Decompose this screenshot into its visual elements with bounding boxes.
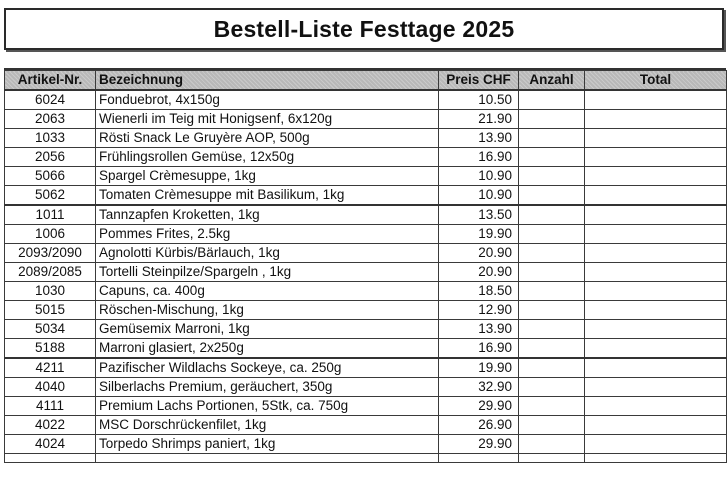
cell-description: Pazifischer Wildlachs Sockeye, ca. 250g — [96, 358, 439, 378]
cell-article-number: 5062 — [5, 186, 96, 206]
header-quantity: Anzahl — [519, 71, 585, 91]
table-row — [5, 225, 727, 244]
cell-total — [585, 148, 727, 167]
cell-total — [585, 129, 727, 148]
cell-description: MSC Dorschrückenfilet, 1kg — [96, 416, 439, 435]
table-row — [5, 148, 727, 167]
cell-quantity[interactable] — [519, 435, 585, 454]
cell-article-number: 4024 — [5, 435, 96, 454]
cell-price: 18.50 — [439, 282, 519, 301]
cell-quantity[interactable] — [519, 263, 585, 282]
cell-total — [585, 358, 727, 378]
cell-article-number: 4040 — [5, 378, 96, 397]
cell-article-number: 5015 — [5, 301, 96, 320]
cell-price: 13.90 — [439, 129, 519, 148]
cell-description: Agnolotti Kürbis/Bärlauch, 1kg — [96, 244, 439, 263]
cell-price: 26.90 — [439, 416, 519, 435]
cell-description: Fonduebrot, 4x150g — [96, 90, 439, 110]
cell-total — [585, 225, 727, 244]
cell-quantity[interactable] — [519, 378, 585, 397]
cell-price: 20.90 — [439, 244, 519, 263]
cell-price: 16.90 — [439, 339, 519, 359]
table-row — [5, 244, 727, 263]
cell-price: 10.50 — [439, 90, 519, 110]
cell-price: 12.90 — [439, 301, 519, 320]
table-row — [5, 205, 727, 225]
cell-price: 13.90 — [439, 320, 519, 339]
cell-description: Tannzapfen Kroketten, 1kg — [96, 205, 439, 225]
cell-total — [585, 282, 727, 301]
order-table — [4, 70, 727, 463]
cell-cut-off — [96, 454, 439, 463]
cell-quantity[interactable] — [519, 301, 585, 320]
table-row — [5, 378, 727, 397]
cell-price: 10.90 — [439, 167, 519, 186]
header-total: Total — [585, 71, 727, 91]
cell-total — [585, 186, 727, 206]
table-body — [5, 90, 727, 463]
order-sheet — [4, 68, 726, 463]
cell-article-number: 6024 — [5, 90, 96, 110]
cell-quantity[interactable] — [519, 110, 585, 129]
cell-description: Tortelli Steinpilze/Spargeln , 1kg — [96, 263, 439, 282]
cell-cut-off — [5, 454, 96, 463]
cell-quantity[interactable] — [519, 129, 585, 148]
cell-description: Pommes Frites, 2.5kg — [96, 225, 439, 244]
cell-total — [585, 339, 727, 359]
header-price: Preis CHF — [439, 71, 519, 91]
header-description: Bezeichnung — [96, 71, 439, 91]
table-row — [5, 435, 727, 454]
cell-article-number: 2089/2085 — [5, 263, 96, 282]
cell-quantity[interactable] — [519, 167, 585, 186]
cell-article-number: 5188 — [5, 339, 96, 359]
cell-price: 32.90 — [439, 378, 519, 397]
table-row — [5, 301, 727, 320]
table-row — [5, 358, 727, 378]
cell-total — [585, 416, 727, 435]
cell-quantity[interactable] — [519, 339, 585, 359]
cell-description: Torpedo Shrimps paniert, 1kg — [96, 435, 439, 454]
cell-price: 13.50 — [439, 205, 519, 225]
table-row — [5, 397, 727, 416]
cell-article-number: 1030 — [5, 282, 96, 301]
cell-quantity[interactable] — [519, 148, 585, 167]
cell-description: Gemüsemix Marroni, 1kg — [96, 320, 439, 339]
cell-price: 16.90 — [439, 148, 519, 167]
cell-quantity[interactable] — [519, 225, 585, 244]
cell-article-number: 4211 — [5, 358, 96, 378]
cell-description: Frühlingsrollen Gemüse, 12x50g — [96, 148, 439, 167]
cell-quantity[interactable] — [519, 416, 585, 435]
cell-price: 29.90 — [439, 435, 519, 454]
cell-cut-off — [585, 454, 727, 463]
cell-price: 29.90 — [439, 397, 519, 416]
cell-article-number: 1033 — [5, 129, 96, 148]
cell-description: Silberlachs Premium, geräuchert, 350g — [96, 378, 439, 397]
table-row — [5, 282, 727, 301]
cell-price: 19.90 — [439, 358, 519, 378]
title-box — [4, 8, 724, 50]
cell-article-number: 2056 — [5, 148, 96, 167]
cell-description: Rösti Snack Le Gruyère AOP, 500g — [96, 129, 439, 148]
cell-article-number: 4022 — [5, 416, 96, 435]
cell-total — [585, 90, 727, 110]
cell-quantity[interactable] — [519, 282, 585, 301]
cell-quantity[interactable] — [519, 320, 585, 339]
cell-quantity[interactable] — [519, 90, 585, 110]
cell-total — [585, 320, 727, 339]
table-row — [5, 167, 727, 186]
page-title: Bestell-Liste Festtage 2025 — [213, 15, 515, 42]
cell-price: 10.90 — [439, 186, 519, 206]
cell-cut-off — [519, 454, 585, 463]
cell-description: Tomaten Crèmesuppe mit Basilikum, 1kg — [96, 186, 439, 206]
cell-article-number: 4111 — [5, 397, 96, 416]
table-header-row — [5, 71, 727, 91]
cell-quantity[interactable] — [519, 244, 585, 263]
cell-total — [585, 205, 727, 225]
table-row — [5, 320, 727, 339]
table-row — [5, 129, 727, 148]
cell-description: Premium Lachs Portionen, 5Stk, ca. 750g — [96, 397, 439, 416]
cell-price: 21.90 — [439, 110, 519, 129]
cell-price: 19.90 — [439, 225, 519, 244]
cell-cut-off — [439, 454, 519, 463]
cell-quantity[interactable] — [519, 186, 585, 206]
cell-total — [585, 244, 727, 263]
table-row — [5, 186, 727, 206]
cell-price: 20.90 — [439, 263, 519, 282]
cell-total — [585, 263, 727, 282]
cell-total — [585, 167, 727, 186]
cell-description: Spargel Crèmesuppe, 1kg — [96, 167, 439, 186]
cell-article-number: 2093/2090 — [5, 244, 96, 263]
table-row — [5, 110, 727, 129]
cell-description: Marroni glasiert, 2x250g — [96, 339, 439, 359]
table-row-cut-off — [5, 454, 727, 463]
cell-article-number: 5034 — [5, 320, 96, 339]
cell-article-number: 1006 — [5, 225, 96, 244]
cell-description: Capuns, ca. 400g — [96, 282, 439, 301]
cell-description: Wienerli im Teig mit Honigsenf, 6x120g — [96, 110, 439, 129]
table-row — [5, 263, 727, 282]
header-article: Artikel-Nr. — [5, 71, 96, 91]
cell-total — [585, 397, 727, 416]
cell-total — [585, 110, 727, 129]
cell-article-number: 1011 — [5, 205, 96, 225]
cell-article-number: 2063 — [5, 110, 96, 129]
cell-description: Röschen-Mischung, 1kg — [96, 301, 439, 320]
cell-quantity[interactable] — [519, 205, 585, 225]
table-row — [5, 416, 727, 435]
cell-total — [585, 435, 727, 454]
table-row — [5, 90, 727, 110]
cell-quantity[interactable] — [519, 397, 585, 416]
cell-article-number: 5066 — [5, 167, 96, 186]
cell-quantity[interactable] — [519, 358, 585, 378]
cell-total — [585, 378, 727, 397]
cell-total — [585, 301, 727, 320]
table-row — [5, 339, 727, 359]
